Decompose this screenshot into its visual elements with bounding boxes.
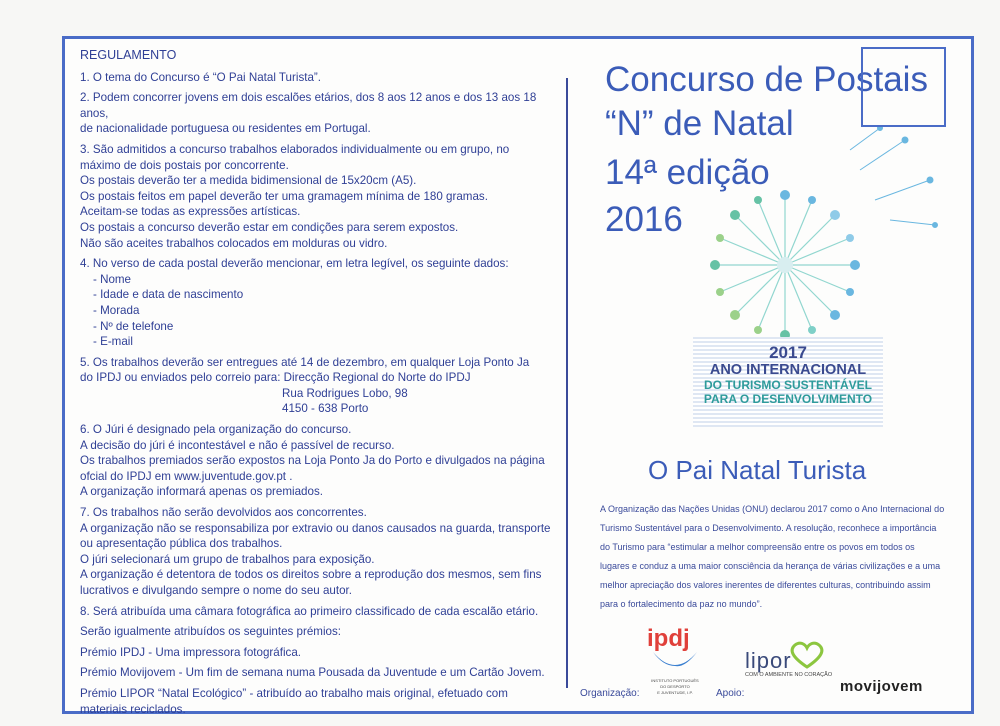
rule-7c: ou apresentação pública dos trabalhos. [80,537,283,551]
svg-text:INSTITUTO PORTUGUÊS: INSTITUTO PORTUGUÊS [651,678,699,683]
title-line-4: 2016 [605,200,683,239]
ipdj-logo-text: ipdj [647,625,690,652]
rule-3g: Não são aceites trabalhos colocados em molduras ou vidro. [80,236,388,250]
movijovem-logo: movijovem [840,678,923,695]
title-line-2: “N” de Natal [605,104,794,143]
title-line-1: Concurso de Postais [605,60,928,99]
banner-year: 2017 [769,343,807,362]
rule-6e: A organização informará apenas os premiados. [80,485,323,499]
rule-2a: 2. Podem concorrer jovens em dois escalões etários, dos 8 aos 12 anos e dos 13 aos 18 anos, [80,91,537,120]
rule-6b: A decisão do júri é incontestável e não é passível de recurso. [80,438,395,452]
rule-4-item: - Nº de telefone [93,319,174,333]
banner-line-1: ANO INTERNACIONAL [709,362,867,378]
rule-5-postcode: 4150 - 638 Porto [282,402,369,416]
rule-6d: ofcial do IPDJ em www.juventude.gov.pt . [80,469,293,483]
rule-7d: O júri selecionará um grupo de trabalhos para exposição. [80,552,375,566]
rule-5b: do IPDJ ou enviados pelo correio para: Direcção Regional do Norte do IPDJ [80,371,471,385]
svg-text:DO DESPORTO: DO DESPORTO [660,684,690,689]
rule-5a: 5. Os trabalhos deverão ser entregues até 14 de dezembro, em qualquer Loja Ponto Ja [80,355,530,369]
rule-4-item: - E-mail [93,335,133,349]
rule-4-item: - Idade e data de nascimento [93,288,244,302]
rule-4: 4. No verso de cada postal deverão mencionar, em letra legível, os seguinte dados: [80,257,509,271]
rule-3c: Os postais deverão ter a medida bidimensional de 15x20cm (A5). [80,174,417,188]
rule-9: Serão igualmente atribuídos os seguintes prémios: [80,625,342,639]
rule-2b: de nacionalidade portuguesa ou residentes em Portugal. [80,122,371,136]
rule-4-item: - Morada [93,303,140,317]
rule-6c: Os trabalhos premiados serão expostos na Loja Ponto Ja do Porto e divulgados na página [80,454,545,468]
prize-lipor-a: Prémio LIPOR “Natal Ecológico” - atribuído ao trabalho mais original, efetuado com [80,686,508,700]
prize-movijovem: Prémio Movijovem - Um fim de semana numa Pousada da Juventude e um Cartão Jovem. [80,666,545,680]
rule-3b: máximo de dois postais por concorrente. [80,158,289,172]
prize-ipdj: Prémio IPDJ - Uma impressora fotográfica. [80,645,301,659]
organizacao-label: Organização: [580,688,640,699]
rule-7a: 7. Os trabalhos não serão devolvidos aos concorrentes. [80,506,367,520]
rule-6a: 6. O Júri é designado pela organização do concurso. [80,423,352,437]
sustainable-tourism-banner [693,337,883,427]
prize-lipor-b: materiais reciclados. [80,702,186,716]
rule-1: 1. O tema do Concurso é “O Pai Natal Turista”. [80,70,321,84]
rule-5-address: Rua Rodrigues Lobo, 98 [282,386,408,400]
heart-icon [787,640,827,670]
regulamento-section [80,48,560,717]
lipor-tagline: COM O AMBIENTE NO CORAÇÃO [745,672,833,678]
column-divider [566,78,568,688]
regulamento-heading: REGULAMENTO [80,48,177,62]
title-line-3: 14ª edição [605,153,770,192]
rule-8: 8. Será atribuída uma câmara fotográfica ao primeiro classificado de cada escalão etário. [80,604,539,618]
banner-line-2: DO TURISMO SUSTENTÁVEL [703,378,872,392]
apoio-label: Apoio: [716,688,745,699]
rule-3f: Os postais a concurso deverão estar em condições para serem expostos. [80,220,459,234]
svg-text:E JUVENTUDE, I.P.: E JUVENTUDE, I.P. [657,690,693,695]
lipor-name: lipor [745,648,792,673]
rule-3a: 3. São admitidos a concurso trabalhos elaborados individualmente ou em grupo, no [80,142,510,156]
rule-3e: Aceitam-se todas as expressões artísticas. [80,205,301,219]
rule-7f: lucrativos e divulgando sempre o nome do seu autor. [80,584,352,597]
rule-3d: Os postais feitos em papel deverão ter uma gramagem mínima de 180 gramas. [80,189,488,203]
lipor-logo [745,648,832,678]
subtitle: O Pai Natal Turista [648,455,867,485]
banner-line-3: PARA O DESENVOLVIMENTO [703,392,873,406]
rule-7e: A organização é detentora de todos os direitos sobre a reprodução dos mesmos, sem fins [80,568,542,582]
ipdj-logo [645,620,705,700]
description: A Organização das Nações Unidas (ONU) declarou 2017 como o Ano Internacional do Turismo Sustentável para o Desenvolvimento. A resolução, reconhece a importância do Turismo para “estimular a melhor compreensão entre os povos em todos os lugares e conduz a uma maior consciência da herança de várias civilizações e a uma melhor apreciação dos valores inerentes de diferentes culturas, contribuindo assim para o fortalecimento da paz no mundo”. [600,504,945,609]
stamp-square [861,47,946,127]
rule-7b: A organização não se responsabiliza por extravio ou danos causados na guarda, transporte [80,521,551,535]
rule-4-item: - Nome [93,272,132,286]
